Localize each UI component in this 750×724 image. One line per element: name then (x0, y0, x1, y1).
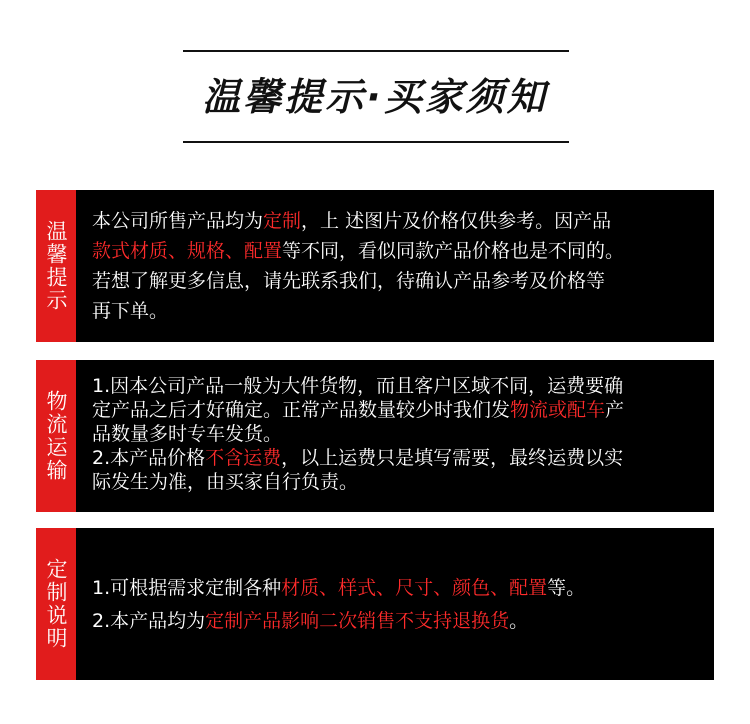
body-text: 定产品之后才好确定。正常产品数量较少时我们发 (92, 399, 511, 421)
panel-text-line (92, 266, 700, 296)
panel-text-line (92, 446, 700, 470)
highlight-text: 定制 (263, 210, 302, 232)
panel-tab-label: 温馨提示 (44, 220, 68, 312)
page-title: 温馨提示·买家须知 (202, 75, 548, 119)
panel-tab (36, 190, 76, 342)
panel-tab-label: 物流运输 (44, 390, 68, 482)
panel-text-line (92, 236, 700, 266)
body-text: ，上 述图片及价格仅供参考。因产品 (301, 210, 612, 232)
panel-text-line (92, 206, 700, 236)
highlight-text: 不含运费 (205, 447, 282, 469)
panel-tab (36, 360, 76, 512)
highlight-text: 款式材质、规格、配置 (92, 240, 283, 262)
highlight-text: 物流或配车 (510, 399, 606, 421)
body-text: 本公司所售产品均为 (92, 210, 264, 232)
panel-body (92, 374, 700, 494)
body-text: 1.因本公司产品一般为大件货物，而且客户区域不同，运费要确 (92, 375, 624, 397)
body-text: 际发生为准，由买家自行负责。 (92, 471, 359, 493)
panel-text-line (92, 470, 700, 494)
panel-text-line (92, 398, 700, 422)
body-text: 1.可根据需求定制各种 (92, 577, 282, 599)
title-bottom-rule (183, 141, 569, 143)
body-text: 。 (509, 610, 529, 632)
notice-panel-customization (36, 528, 714, 680)
body-text: 2.本产品价格 (92, 447, 206, 469)
panel-tab (36, 528, 76, 680)
body-text: 若想了解更多信息，请先联系我们，待确认产品参考及价格等 (92, 270, 606, 292)
panel-tab-label: 定制说明 (44, 558, 68, 650)
panel-text-line (92, 605, 700, 638)
title-top-rule (183, 50, 569, 52)
panel-text-line (92, 572, 700, 605)
body-text: ，以上运费只是填写需要，最终运费以实 (281, 447, 624, 469)
panel-text-line (92, 296, 700, 326)
panel-body (92, 206, 700, 326)
body-text: 等。 (547, 577, 586, 599)
panel-text-line (92, 374, 700, 398)
body-text: 等不同，看似同款产品价格也是不同的。 (282, 240, 625, 262)
panel-body (92, 572, 700, 638)
notice-panel-shipping (36, 360, 714, 512)
highlight-text: 材质、样式、尺寸、颜色、配置 (281, 577, 548, 599)
body-text: 再下单。 (92, 300, 169, 322)
notice-panel-tips (36, 190, 714, 342)
body-text: 品数量多时专车发货。 (92, 423, 283, 445)
highlight-text: 定制产品影响二次销售不支持退换货 (205, 610, 510, 632)
body-text: 产 (605, 399, 625, 421)
panel-text-line (92, 422, 700, 446)
body-text: 2.本产品均为 (92, 610, 206, 632)
